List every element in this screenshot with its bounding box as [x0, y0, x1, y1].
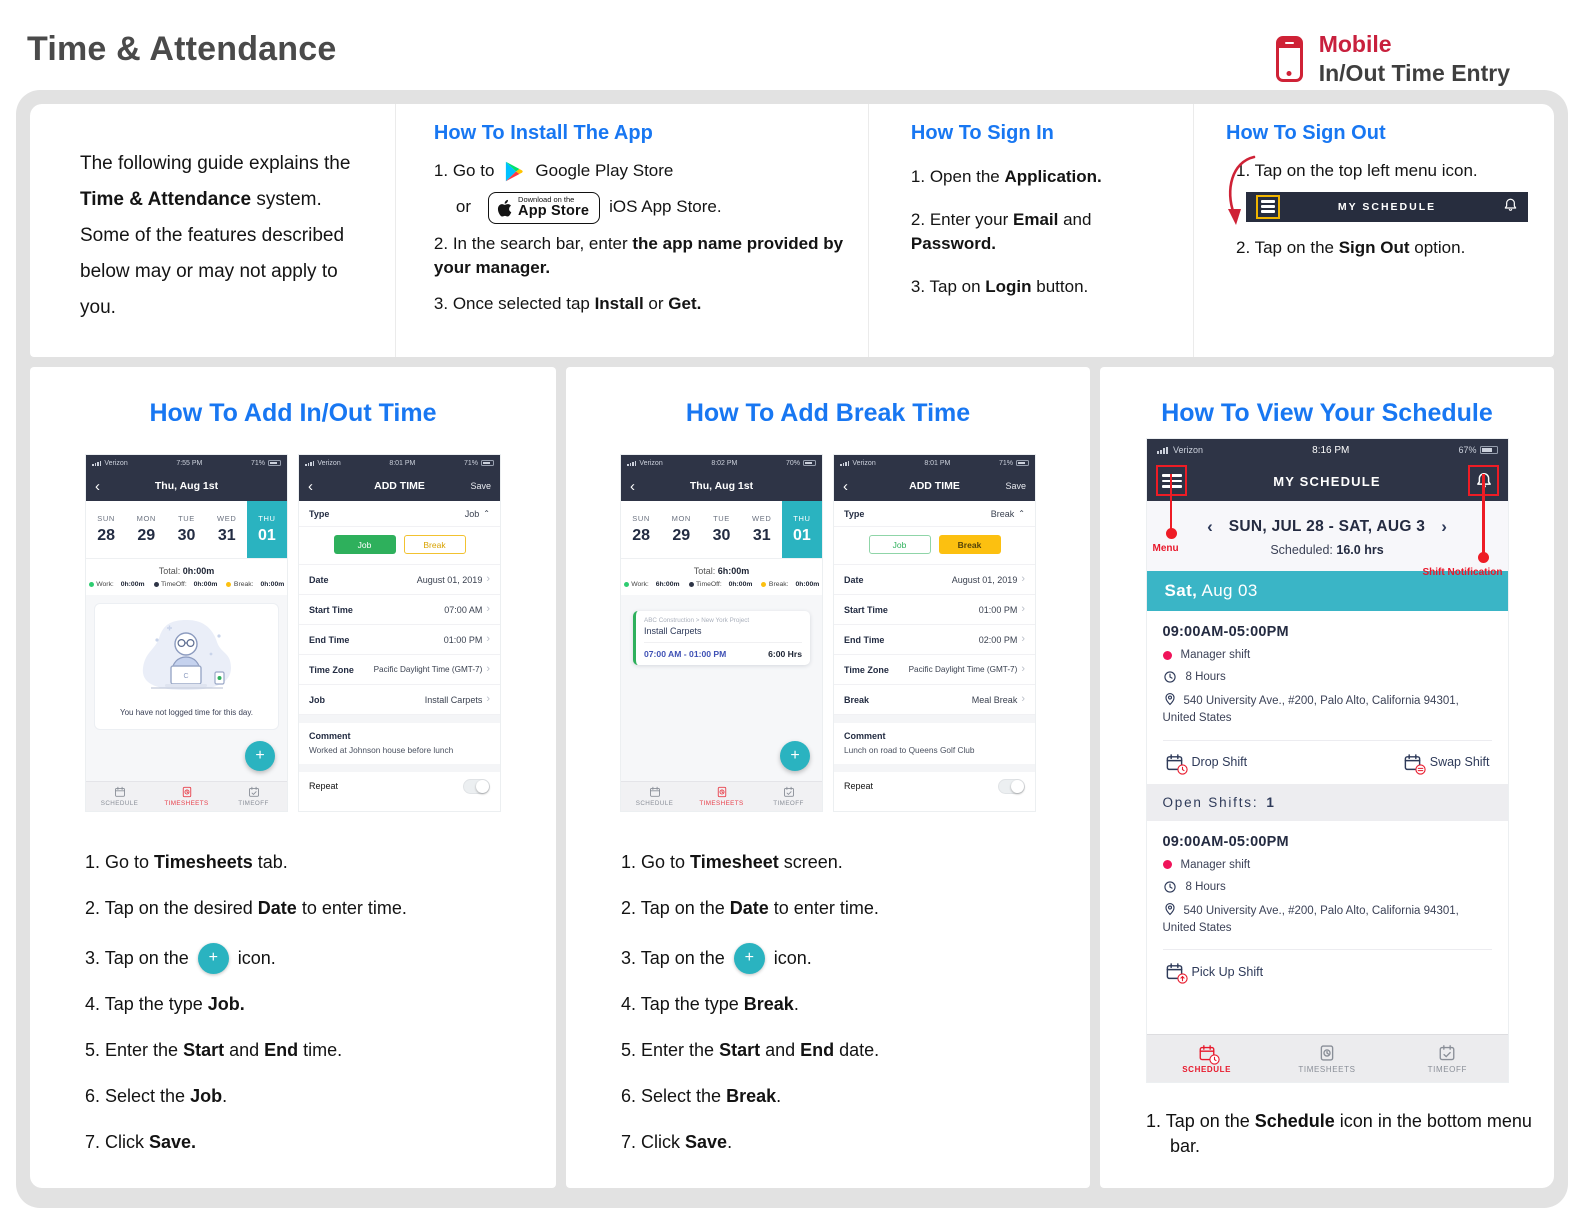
google-play-label: Google Play Store — [535, 161, 674, 180]
day-cell[interactable]: TUE 30 — [712, 514, 731, 544]
shift-card — [1147, 611, 1508, 784]
step-item: 5. Enter the Start and End time. — [85, 1039, 343, 1060]
clock-label: 8:16 PM — [1312, 444, 1350, 456]
bell-callout-line — [1482, 474, 1485, 554]
break-row[interactable]: Break Meal Break › — [834, 685, 1035, 715]
chevron-right-icon: › — [486, 663, 490, 675]
nav-title: ADD TIME — [909, 480, 960, 492]
nav-title: Thu, Aug 1st — [154, 480, 219, 492]
day-cell[interactable]: TUE 30 — [177, 514, 196, 544]
type-segment-row — [834, 527, 1035, 565]
my-schedule-bar — [1246, 192, 1528, 222]
back-icon[interactable]: ‹ — [843, 477, 848, 495]
repeat-toggle[interactable] — [998, 779, 1025, 794]
intro-text: The following guide explains the Time & Attendance system. Some of the features described below may or may not apply to you. — [80, 153, 351, 318]
day-cell[interactable]: WED 31 — [217, 514, 237, 544]
day-cell[interactable]: WED 31 — [752, 514, 772, 544]
total-row: Total: 6h:00m — [621, 559, 822, 579]
total-row: Total: 0h:00m — [86, 559, 287, 579]
empty-state-text: You have not logged time for this day. — [120, 708, 253, 717]
signin-title: How To Sign In — [910, 122, 1054, 144]
bottom-tab-bar — [1147, 1034, 1508, 1082]
date-row[interactable]: Date August 01, 2019 › — [299, 565, 500, 595]
comment-block[interactable]: Comment Worked at Johnson house before lunch — [299, 723, 500, 764]
panel-view-schedule — [1100, 367, 1554, 1188]
step-item: 2. Tap on the desired Date to enter time. — [85, 898, 407, 919]
tab-schedule[interactable]: SCHEDULE — [621, 782, 688, 811]
panel1-title: How To Add In/Out Time — [149, 399, 437, 427]
tab-timeoff[interactable]: TIMEOFF — [755, 782, 822, 811]
ios-app-store-label: iOS App Store. — [609, 197, 722, 217]
battery-icon — [481, 460, 494, 466]
day-cell[interactable]: SUN 28 — [97, 514, 115, 544]
date-row[interactable]: Date August 01, 2019 › — [834, 565, 1035, 595]
chevron-up-icon: ⌃ — [1018, 509, 1025, 518]
timesheet-icon — [716, 786, 728, 798]
panel2-title: How To Add Break Time — [685, 399, 971, 427]
signal-icon — [840, 461, 849, 466]
menu-callout-line — [1170, 474, 1173, 530]
tab-schedule[interactable]: SCHEDULE — [1147, 1035, 1267, 1082]
signout-step1: 1. Tap on the top left menu icon. — [1236, 161, 1478, 180]
calendar-check-icon — [1438, 1044, 1456, 1062]
day-cell[interactable]: MON 29 — [136, 514, 156, 544]
tab-timeoff[interactable]: TIMEOFF — [220, 782, 287, 811]
signal-icon — [305, 461, 314, 466]
chevron-right-icon: › — [486, 573, 490, 585]
week-range: SUN, JUL 28 - SAT, AUG 3 — [1228, 518, 1426, 535]
plus-icon: + — [198, 943, 229, 974]
screenshot-timesheet-empty — [85, 454, 288, 812]
calendar-swap-icon — [1403, 753, 1422, 772]
legend-row: Work: 6h:00m TimeOff: 0h:00m Break: 0h:00m — [621, 579, 822, 595]
time-entry-card[interactable] — [633, 611, 810, 665]
day-cell[interactable]: SUN 28 — [632, 514, 650, 544]
intro-column — [30, 104, 395, 357]
panel3-step1: 1. Tap on the Schedule icon in the bottom menu bar. — [1146, 1111, 1532, 1157]
location-pin-icon — [1163, 902, 1177, 916]
add-fab-button[interactable]: + — [780, 741, 810, 771]
add-fab-button[interactable]: + — [245, 741, 275, 771]
nav-bar — [1147, 461, 1508, 501]
job-row[interactable]: Job Install Carpets › — [299, 685, 500, 715]
step-item: 2. Tap on the Date to enter time. — [621, 898, 879, 919]
install-step1-pre: 1. Go to — [433, 161, 495, 180]
chevron-right-icon: › — [1021, 573, 1025, 585]
panel-add-break-time — [566, 367, 1090, 1188]
signin-step3: 3. Tap on Login button. — [910, 276, 1089, 296]
open-shifts-band: Open Shifts: 1 — [1147, 784, 1508, 821]
shift-time: 09:00AM-05:00PM — [1162, 624, 1289, 640]
day-cell[interactable]: MON 29 — [671, 514, 691, 544]
break-segment-button[interactable]: Break — [404, 535, 466, 554]
week-strip — [86, 501, 287, 559]
screenshot-timesheet-filled — [620, 454, 823, 812]
nav-bar — [86, 471, 287, 501]
chevron-right-icon: › — [486, 603, 490, 615]
step-item: 7. Click Save. — [621, 1132, 733, 1153]
break-segment-button[interactable]: Break — [939, 535, 1001, 554]
battery-icon — [268, 460, 281, 466]
plus-icon: + — [734, 943, 765, 974]
work-dot — [89, 582, 94, 587]
signal-icon — [1157, 447, 1168, 454]
signout-step2: 2. Tap on the Sign Out option. — [1236, 237, 1466, 257]
clock-icon — [1163, 670, 1177, 684]
step-item: 1. Go to Timesheets tab. — [85, 852, 288, 872]
battery-icon — [803, 460, 816, 466]
battery-percent: 71% — [463, 459, 478, 467]
status-bar — [1147, 439, 1508, 461]
chevron-right-icon: › — [1021, 693, 1025, 705]
work-dot — [624, 582, 629, 587]
back-icon[interactable]: ‹ — [308, 477, 313, 495]
swap-shift-button[interactable]: Swap Shift — [1403, 753, 1490, 772]
day-header: Sat, Aug 03 — [1147, 571, 1508, 611]
shift-hours: 8 Hours — [1185, 671, 1226, 683]
battery-percent: 70% — [785, 459, 800, 467]
chevron-right-icon: › — [486, 633, 490, 645]
status-bar — [621, 455, 822, 471]
signin-step2: 2. Enter your Email and Password. — [910, 209, 1092, 254]
my-schedule-title: MY SCHEDULE — [1337, 200, 1437, 213]
top-section — [30, 104, 1554, 357]
bottom-tab-bar — [621, 781, 822, 811]
day-content — [86, 595, 287, 781]
menu-callout-label: Menu — [1152, 543, 1179, 554]
shift-hours: 8 Hours — [1185, 880, 1226, 893]
type-row[interactable]: Type Break ⌃ — [834, 501, 1035, 527]
shift-time: 09:00AM-05:00PM — [1162, 833, 1289, 850]
nav-title: ADD TIME — [374, 480, 425, 492]
badge-top-text: Download on the — [518, 194, 575, 204]
shift-name: Manager shift — [1180, 649, 1251, 661]
shift-address: 540 University Ave., #200, Palo Alto, California 94301, United States — [1163, 902, 1492, 938]
job-segment-button[interactable]: Job — [869, 535, 931, 554]
save-button[interactable]: Save — [1005, 481, 1026, 491]
calendar-clock-icon — [1165, 753, 1184, 772]
brand-badge — [1276, 30, 1510, 88]
repeat-row: Repeat — [834, 772, 1035, 800]
tab-timeoff[interactable]: TIMEOFF — [1387, 1035, 1507, 1082]
timeoff-dot — [689, 582, 694, 587]
menu-callout-dot — [1166, 528, 1177, 539]
brand-subtitle: In/Out Time Entry — [1318, 59, 1510, 86]
end-time-row[interactable]: End Time 02:00 PM › — [834, 625, 1035, 655]
panel1-steps — [85, 850, 556, 1155]
carrier-label: Verizon — [1173, 445, 1204, 455]
panel2-steps — [621, 850, 1090, 1155]
tab-timesheets[interactable]: TIMESHEETS — [688, 782, 755, 811]
battery-percent: 71% — [250, 459, 265, 467]
divider — [1163, 949, 1492, 950]
week-selector: ‹ SUN, JUL 28 - SAT, AUG 3 › Scheduled: 16.0 hrs — [1147, 501, 1508, 571]
battery-icon — [1480, 446, 1498, 454]
day-cell-active[interactable]: THU 01 — [247, 501, 287, 558]
timeoff-dot — [154, 582, 159, 587]
type-segment-row — [299, 527, 500, 565]
chevron-right-icon: › — [1021, 663, 1025, 675]
step-item: 4. Tap the type Break. — [621, 993, 799, 1014]
step-item: 4. Tap the type Job. — [85, 993, 245, 1014]
install-step2: 2. In the search bar, enter the app name provided by your manager. — [433, 233, 844, 278]
location-pin-icon — [1163, 692, 1177, 706]
shift-name: Manager shift — [1180, 858, 1251, 871]
drop-shift-button[interactable]: Drop Shift — [1165, 753, 1248, 772]
step-item: 3. Tap on the + icon. — [85, 943, 556, 974]
or-label: or — [455, 197, 472, 217]
chevron-right-icon: › — [1021, 603, 1025, 615]
day-cell-active[interactable]: THU 01 — [782, 501, 822, 558]
panel3-title: How To View Your Schedule — [1161, 399, 1493, 427]
empty-state-card — [94, 603, 279, 730]
prev-week-icon[interactable]: ‹ — [1207, 517, 1213, 536]
brand-title: Mobile — [1318, 31, 1392, 57]
legend-row: Work: 0h:00m TimeOff: 0h:00m Break: 0h:00m — [86, 579, 287, 595]
signout-column — [1193, 104, 1554, 357]
timesheet-icon — [1318, 1044, 1336, 1062]
apple-icon — [497, 198, 512, 217]
signout-screenshot — [1246, 192, 1528, 222]
calendar-check-icon — [248, 786, 260, 798]
clock-label: 8:01 PM — [924, 459, 951, 467]
clock-label: 8:02 PM — [711, 459, 738, 467]
carrier-label: Verizon — [317, 459, 341, 467]
nav-title: Thu, Aug 1st — [689, 480, 754, 492]
install-column — [395, 104, 868, 357]
page-title: Time & Attendance — [27, 30, 337, 68]
back-icon[interactable]: ‹ — [95, 477, 100, 495]
status-bar — [834, 455, 1035, 471]
page-header — [0, 0, 1584, 90]
week-strip — [621, 501, 822, 559]
app-store-badge[interactable] — [488, 192, 600, 224]
signout-title: How To Sign Out — [1226, 122, 1386, 144]
signal-icon — [92, 461, 101, 466]
step-item: 3. Tap on the + icon. — [621, 943, 1090, 974]
google-play-icon — [503, 160, 526, 183]
carrier-label: Verizon — [639, 459, 663, 467]
step-item: 5. Enter the Start and End date. — [621, 1039, 880, 1060]
entry-time-range: 07:00 AM - 01:00 PM — [644, 649, 727, 659]
step-item: 6. Select the Break. — [621, 1086, 782, 1107]
bell-callout-dot — [1478, 552, 1489, 563]
content-frame — [16, 90, 1568, 1208]
tab-timesheets[interactable]: TIMESHEETS — [1267, 1035, 1387, 1082]
battery-percent: 71% — [998, 459, 1013, 467]
signal-icon — [627, 461, 636, 466]
end-time-row[interactable]: End Time 01:00 PM › — [299, 625, 500, 655]
repeat-toggle[interactable] — [463, 779, 490, 794]
status-bar — [299, 455, 500, 471]
battery-percent: 67% — [1458, 445, 1477, 455]
nav-bar — [299, 471, 500, 501]
divider — [1163, 740, 1492, 741]
step-item: 1. Go to Timesheet screen. — [621, 852, 843, 872]
chevron-up-icon: ⌃ — [483, 509, 490, 518]
tab-timesheets[interactable]: TIMESHEETS — [153, 782, 220, 811]
job-segment-button[interactable]: Job — [334, 535, 396, 554]
step-item: 6. Select the Job. — [85, 1086, 228, 1107]
timesheet-icon — [181, 786, 193, 798]
pick-up-shift-button[interactable]: Pick Up Shift — [1165, 962, 1264, 981]
bell-icon[interactable] — [1503, 197, 1518, 217]
bottom-tab-bar — [86, 781, 287, 811]
screenshot-my-schedule — [1146, 438, 1509, 1083]
calendar-check-icon — [783, 786, 795, 798]
status-bar — [86, 455, 287, 471]
bell-callout-label: Shift Notification — [1422, 567, 1503, 578]
timezone-row[interactable]: Time Zone Pacific Daylight Time (GMT-7) › — [299, 655, 500, 685]
chevron-right-icon: › — [1021, 633, 1025, 645]
clock-label: 8:01 PM — [389, 459, 416, 467]
clock-label: 7:55 PM — [176, 459, 203, 467]
next-week-icon[interactable]: › — [1441, 517, 1447, 536]
empty-state-illustration — [123, 614, 251, 700]
break-dot — [761, 582, 766, 587]
calendar-icon — [649, 786, 661, 798]
carrier-label: Verizon — [852, 459, 876, 467]
carrier-label: Verizon — [104, 459, 128, 467]
nav-bar — [621, 471, 822, 501]
open-shift-card — [1147, 821, 1508, 994]
entry-breadcrumb: ABC Construction > New York Project — [644, 617, 750, 624]
battery-icon — [1016, 460, 1029, 466]
start-time-row[interactable]: Start Time 07:00 AM › — [299, 595, 500, 625]
type-row[interactable]: Type Job ⌃ — [299, 501, 500, 527]
screenshot-add-time-job — [298, 454, 501, 812]
panel-add-inout-time — [30, 367, 556, 1188]
screenshot-add-time-break — [833, 454, 1036, 812]
repeat-row: Repeat — [299, 772, 500, 800]
calendar-icon — [114, 786, 126, 798]
install-step3: 3. Once selected tap Install or Get. — [433, 294, 702, 314]
back-icon[interactable]: ‹ — [630, 477, 635, 495]
step-item: 7. Click Save. — [85, 1132, 197, 1153]
shift-color-dot — [1163, 651, 1172, 660]
shift-color-dot — [1163, 860, 1172, 869]
calendar-up-icon — [1165, 962, 1184, 981]
signin-column — [868, 104, 1193, 357]
chevron-right-icon: › — [486, 693, 490, 705]
clock-icon — [1163, 880, 1177, 894]
install-title: How To Install The App — [433, 122, 653, 144]
timezone-row[interactable]: Time Zone Pacific Daylight Time (GMT-7) › — [834, 655, 1035, 685]
save-button[interactable]: Save — [470, 481, 491, 491]
entry-job-name: Install Carpets — [644, 626, 702, 636]
badge-bottom-text: App Store — [518, 202, 590, 219]
entry-hours: 6:00 Hrs — [768, 649, 802, 659]
svg-text:C: C — [182, 673, 189, 680]
nav-bar — [834, 471, 1035, 501]
mobile-phone-icon — [1276, 36, 1303, 82]
signin-step1: 1. Open the Application. — [910, 167, 1102, 186]
comment-block[interactable]: Comment Lunch on road to Queens Golf Club — [834, 723, 1035, 764]
break-dot — [226, 582, 231, 587]
day-content — [621, 595, 822, 781]
calendar-clock-icon — [1198, 1044, 1216, 1062]
start-time-row[interactable]: Start Time 01:00 PM › — [834, 595, 1035, 625]
nav-title: MY SCHEDULE — [1273, 473, 1381, 489]
tab-schedule[interactable]: SCHEDULE — [86, 782, 153, 811]
shift-address: 540 University Ave., #200, Palo Alto, California 94301, United States — [1163, 692, 1492, 728]
